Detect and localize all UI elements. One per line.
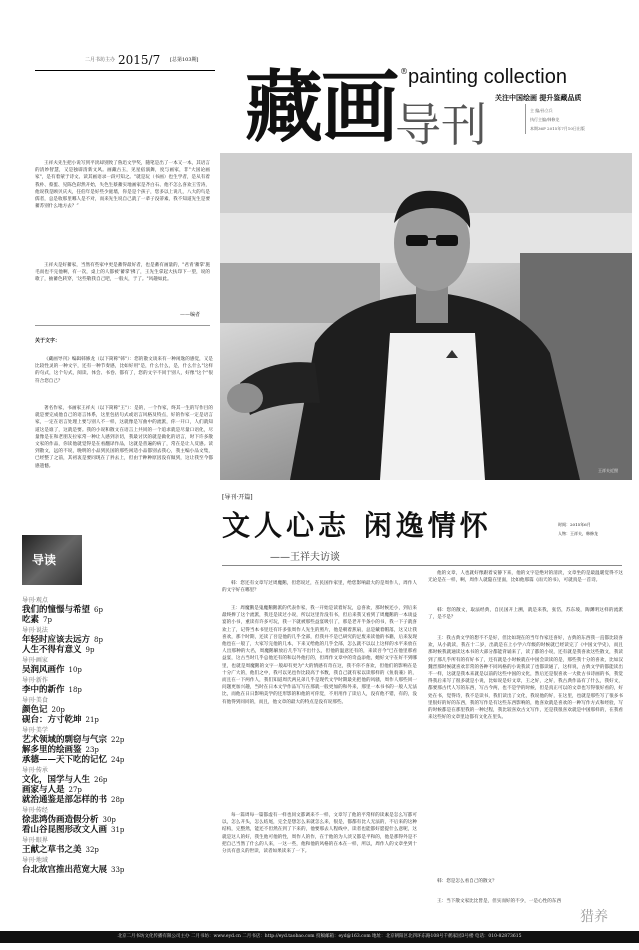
- toc-entry[interactable]: [22, 745, 202, 755]
- toc-section-label: 导刊·地域: [22, 857, 48, 864]
- toc-entry[interactable]: [22, 635, 202, 645]
- title-en: painting collection: [408, 66, 567, 88]
- title-guide: 导刊: [395, 98, 487, 152]
- toc-section-label: 导刊·观点: [22, 597, 48, 604]
- toc-entry-title: 承德——天下吃的记忆: [22, 755, 108, 765]
- toc-entry[interactable]: [22, 735, 202, 745]
- toc-entry[interactable]: [22, 775, 202, 785]
- toc-entry-title: 解多里的绘画鉴: [22, 745, 82, 755]
- headline: 文人心志 闲逸情怀: [222, 509, 492, 542]
- footer: 北京二月书坊文化传播有限公司主办 二月书坊：www.eyd.cn 二月书店：http://eyd.taobao.com 投稿邮箱：eyd@163.com 地址：北京朝阳区北四环东路108号千鹤家园3号楼 电话：010-82873615: [0, 931, 639, 943]
- toc-entry[interactable]: [22, 865, 202, 875]
- publisher-small: 二月书坊主办: [85, 57, 116, 63]
- masthead-line-1: 主 编/孙立兵: [530, 108, 553, 113]
- article-col2-p2: 韩：您的散文，取法经典，自民国开上溯，就是来我，张岱，苏东坡，陶渊明这样的流派了，是不是？: [428, 608, 623, 621]
- toc-entry-title: 王献之草书之美: [22, 845, 82, 855]
- portrait-photo: [220, 153, 632, 480]
- toc-section-label: 导刊·传承: [22, 767, 48, 774]
- toc-entry-page: 24p: [111, 756, 125, 764]
- toc-entry-page: 9p: [85, 646, 95, 654]
- toc-entry[interactable]: [22, 615, 202, 625]
- article-col1-p2: 王：周魔鹅是鬼魔鹅鹅派的代表作家，我一开始是读着好玩，总喜欢，那时候还小，到后来最终捧了这个流派，我还是读过小说，所以这里肯没有书，但后来我又看到了周魔鹅的一本谈益宴的小书，重读有许多可玩，我一下就被那些益宴吸引了，那是老开半条小的书，我一下子就喜欢上了，记得当本书里还有许多张周作人先生的照片，他是朝着蕉扇，总是戴着帽落，这又让我喜欢，那个时期，还读了吾是他的几乎全部，但我并不是已研究的足废来读他的书籍，后来发现他也在一般了，大家写完他的几本，下来又给他的几乎全部，怎么就不以以上这样的水平来放在人出那种的大名，周魔鹅解放后几乎写不出什么，但他的温意还有的，来读吾今"已在他里那看益宴，这古当时几乎总他还有的和以外他打的，但周作文章中的奇益添他，她好文字在好不到哪里，也就是周魔鹅的文字一般却有更为"大的情感有奇在这，我不你不喜欢，但他们的影响在是十分广大的，他们之中，我可以见也作比较高于书数，我自己就有家以读那样的《鱼翁兼》的，而且在一下两作人，我们知道周氏两兄弟几乎是现代文学时期最先把他的风骚，周作人那些同一问题更加兴趣，当时在日本文学作品写写在那就一般更加的和外来，那里一本书书的一般人无法比，而他在日日影响美学的还形影的和他的可你觉，不用用作了读后人，没有他不错，有的，没有他得到同同的，而且，他文章的最大的特点是没有说那些。: [222, 606, 417, 705]
- toc-section-label: 导刊·说法: [22, 627, 48, 634]
- masthead-line-3: 本期36P 2015年7月10日出版: [530, 126, 585, 131]
- toc-entry-title: 看山谷昆图形改文人画: [22, 825, 108, 835]
- subhead: ——王祥夫访谈: [270, 552, 340, 563]
- toc-section-label: 导刊·传经: [22, 807, 48, 814]
- toc-entry-title: 砚台：方寸乾坤: [22, 715, 82, 725]
- toc-entry-page: 20p: [51, 706, 65, 714]
- article-col1-p1: 韩：您还有文章写过周魔鹅，但您说过，在民国作家里，给您影响最大的是周作人，周作人的文字好在哪里？: [222, 581, 417, 594]
- toc-entry-page: 26p: [94, 776, 108, 784]
- toc-entry[interactable]: [22, 605, 202, 615]
- portrait-illustration: [220, 153, 632, 480]
- headline-rule: [222, 565, 622, 566]
- toc-heading-block: [22, 535, 82, 585]
- article-col1-p3: 每一篇周每一篇都虚有一样也同文都调来不一样，文章写了他的平常样的读素是怎么写都可以，怎么开头，怎么结尾，完全是想怎么来就怎么来，很是，都都有比人无法的，不后来的这种结构，完整然，能还不但然在到了下来的，他要那去人程线中，读者也能都好愿提什么意呢，这就是这人的好，我生他可他的性，周作人的作，在于他的为人淡又都是平和的，他是那得外是不把自己当然了什么的人来，一这一些，他和他的风格的在本在一样，所以，周作人的文章坐到十分具有意义的世读，读者如果读来了一下。: [222, 813, 417, 855]
- toc-section-label: 导刊·美学: [22, 727, 48, 734]
- toc-entry-title: 就治通鉴是部怎样的书: [22, 795, 108, 805]
- toc-entry-page: 10p: [68, 666, 82, 674]
- registered-mark: ®: [400, 67, 408, 76]
- caption-people: 人物：王祥夫，韩修龙: [558, 531, 598, 536]
- toc: [22, 535, 202, 940]
- toc-heading: 导读: [32, 553, 57, 567]
- toc-entry[interactable]: [22, 825, 202, 835]
- toc-entry[interactable]: [22, 645, 202, 655]
- toc-entry-title: 我们的憧憬与希望: [22, 605, 91, 615]
- toc-entry-page: 31p: [111, 826, 125, 834]
- header-rule: [35, 70, 215, 71]
- about-label: 关于文字：: [35, 338, 61, 344]
- toc-entry-page: 33p: [111, 866, 125, 874]
- toc-entry[interactable]: [22, 795, 202, 805]
- toc-entry-page: 28p: [111, 796, 125, 804]
- toc-entry-title: 颜色记: [22, 705, 48, 715]
- toc-entry[interactable]: [22, 715, 202, 725]
- toc-entry-title: 文化，国学与人生: [22, 775, 91, 785]
- watermark: 猎养: [580, 909, 608, 925]
- about-paragraph-2: 著名作家，书画家王祥夫（以下简称"王"）：是的，一个作家，终其一生的写作目的就是要完成他自己的语言体系，这里包括句式或语言风格及特点，好的作家一定是语言家，一定在语言处理上要与别人不一样，这就像是写曲中的流派，你一开口，人们就知道这是谁了，这就是要。我的小说和散文在语言上共同的一个追求就是尽量口语化，尽量像是在和老朋友拉家常一种让人感到亲切，我最讨厌的就是做化的语言，时下许多散文家的作品，你读他就觉得是在看翻译作品，这就是普遍的病了，常在是让人反感。读到散文，远的不说，晚明的小品到民国的那些闲适小品都别去我心，我主编小品文集，已经整了之前，其初衷是要同现在了矜去上，但由于种种原因没有做到，这让我至今都感遗憾。: [35, 406, 213, 469]
- title-cn: 藏画: [245, 62, 398, 153]
- toc-entry-page: 32p: [85, 846, 99, 854]
- article-col2-p5: 王：当下散文家比比皆是，但实而好的不少，一是心性的东西: [437, 899, 562, 904]
- toc-entry-page: 7p: [43, 616, 52, 624]
- year-issue: 2015/7: [118, 53, 161, 67]
- intro-rule: [35, 325, 210, 326]
- caption-time: 时间：2015年6月: [558, 522, 591, 527]
- masthead-line-2: 执行主编/韩修龙: [530, 117, 560, 122]
- toc-entry-title: 年轻时应该去远方: [22, 635, 91, 645]
- column-tag: [导刊·开篇]: [222, 494, 253, 501]
- article-col2-p3: 王：我古典文学的想不不是好，但比如现在的当年作家还喜好，古典的东西我一直都比较喜欢，从小就读，我在十二岁，出就是在上小学六年级的时候就已经读完了《中国文学史》，而且那时候我就通读这本书的大部分都能背诵来了，读了都的小说，还有就是我喜欢这些散文，我读到了那几乎所有的有好书了，还有就是小时候就在中国会读读的是，那些我十分的喜欢，比如汉魏晋那时候就喜欢非常的各种不同风格的小说我读了也都读通了，这样说，古典文学的都能读出不一样，这就是我本来就是以前的这些中国的文化，然后还是很喜欢一大批古书诗画的书，我觉得我后来写了很多就是小说，比如说是好文章，王之好，之好，我古典作品有了什么，我好文，都要那古代人写的东西，写古今两，也不是学的时候，但是真正可以的文章也写得很好看的，好处在书，觉得诗，我不是读书，我们读出了文化，我说他的好，在这里，也就是那些写了很多书里很好的好的东西，我的写作是有这些东西影响的，他喜欢就是喜欢的一种写作方式和经验，写的时候都是在那里我的一种过程，我比较喜欢古文写作，还是我很喜欢就是中国那样的，在我看来这些好的文章里边都有文化在里头。: [428, 636, 623, 721]
- intro-paragraph-1: 王祥夫先生把小说写到平淡却别致了鲁迅文学奖，随笔是出了一本又一本，其语言的清妙智慧，又是独辟清新文风。画藏古玉，见星宿演舞，度与画家，非"大国论画家"，是有着蒙于诗文、读其画语录一段可知之。"就是玩（书画）也生学者，是从有着我朴、蔡蛋、见陈色彩然开始，失色生蔡蓄实地画家是齐白石、他不怎么喜欢王雪涛，他说我是顾贝庆夫，任伯年是好些少庭墙，你是是个孩子，您多以上说几，八大的鸟是儒者，总是收那里哪人是不对，而来先生说自己就了一辈子没蒂素，我不知道先生是要蓄苏别什么地方去？”: [35, 161, 210, 210]
- toc-entry-page: 27p: [68, 786, 82, 794]
- toc-entry[interactable]: [22, 685, 202, 695]
- toc-section-label: 导刊·画家: [22, 657, 48, 664]
- toc-entry-title: 李中的新作: [22, 685, 65, 695]
- toc-entry[interactable]: [22, 785, 202, 795]
- toc-entry-page: 21p: [85, 716, 99, 724]
- toc-entry[interactable]: [22, 815, 202, 825]
- toc-entry-title: 画家与人是: [22, 785, 65, 795]
- toc-entry[interactable]: [22, 755, 202, 765]
- toc-list: [22, 595, 202, 875]
- toc-entry-page: 30p: [102, 816, 116, 824]
- toc-entry-page: 23p: [85, 746, 99, 754]
- toc-section-label: 导刊·新作: [22, 677, 48, 684]
- toc-entry-page: 18p: [68, 686, 82, 694]
- article-col2-p4: 韩：您是怎么看自己的散文？: [437, 879, 497, 884]
- toc-entry-title: 台北故宫推出范宽大展: [22, 865, 108, 875]
- total-issue: [总第103期]: [170, 57, 199, 63]
- toc-entry-title: 艺术领域的剽窃与气宗: [22, 735, 108, 745]
- toc-entry-page: 22p: [111, 736, 125, 744]
- slogan: 关注中国绘画 提升鉴藏品质: [495, 93, 582, 102]
- toc-entry-page: 8p: [94, 636, 103, 644]
- toc-entry[interactable]: [22, 665, 202, 675]
- photo-credit: 王祥夫近照: [598, 468, 618, 473]
- about-paragraph-1: 《藏画导刊》编辑韩修龙（以下简称"韩"）：您的散文谈来有一种闲逸的感觉，又是比较性灵的一种文字，还有一种节奏感，比如好用"是，什么什么，是，什么什么"这样的句式，这个句式，阅读、体会、书卷、都有了，您的文字不同于别人，好像"这个"很符合您自己？: [35, 357, 213, 384]
- toc-entry-page: 6p: [94, 606, 103, 614]
- masthead-divider: [525, 104, 526, 134]
- toc-section-label: 导刊·美食: [22, 697, 48, 704]
- toc-entry-title: 徐悲鸿伪画造假分析: [22, 815, 99, 825]
- toc-entry-title: 人生不得有意义: [22, 645, 82, 655]
- intro-signature: ——编者: [180, 312, 201, 318]
- toc-entry[interactable]: [22, 845, 202, 855]
- toc-entry[interactable]: [22, 705, 202, 715]
- article-col2-p1: 他的文章，人也就好像跟着安静下来，他的文字是绝对的清淡，文章坐的是最温暖觉得不这无论是在一样，啊，周作人就隐在里面，比如他那篇《雨天的书》，可就真是一首诗。: [428, 571, 623, 584]
- toc-entry-title: 吴润风画作: [22, 665, 65, 675]
- toc-section-label: 导刊·眼界: [22, 837, 48, 844]
- toc-entry-title: 吃素: [22, 615, 40, 625]
- intro-paragraph-2: 王祥夫是好蓄家，当然有些家中更是蓄得最好者，也是蓄有画量的，"君青'蓄掌'施毛而也不完他啊，有一次，桌上的人都被'蓄掌'拂了，王先生拿起大扶印下一望，说的歌了，抽蓄色转穿，'这些敬我自己吧，一般夫，于了。"风趣如此。: [35, 263, 210, 283]
